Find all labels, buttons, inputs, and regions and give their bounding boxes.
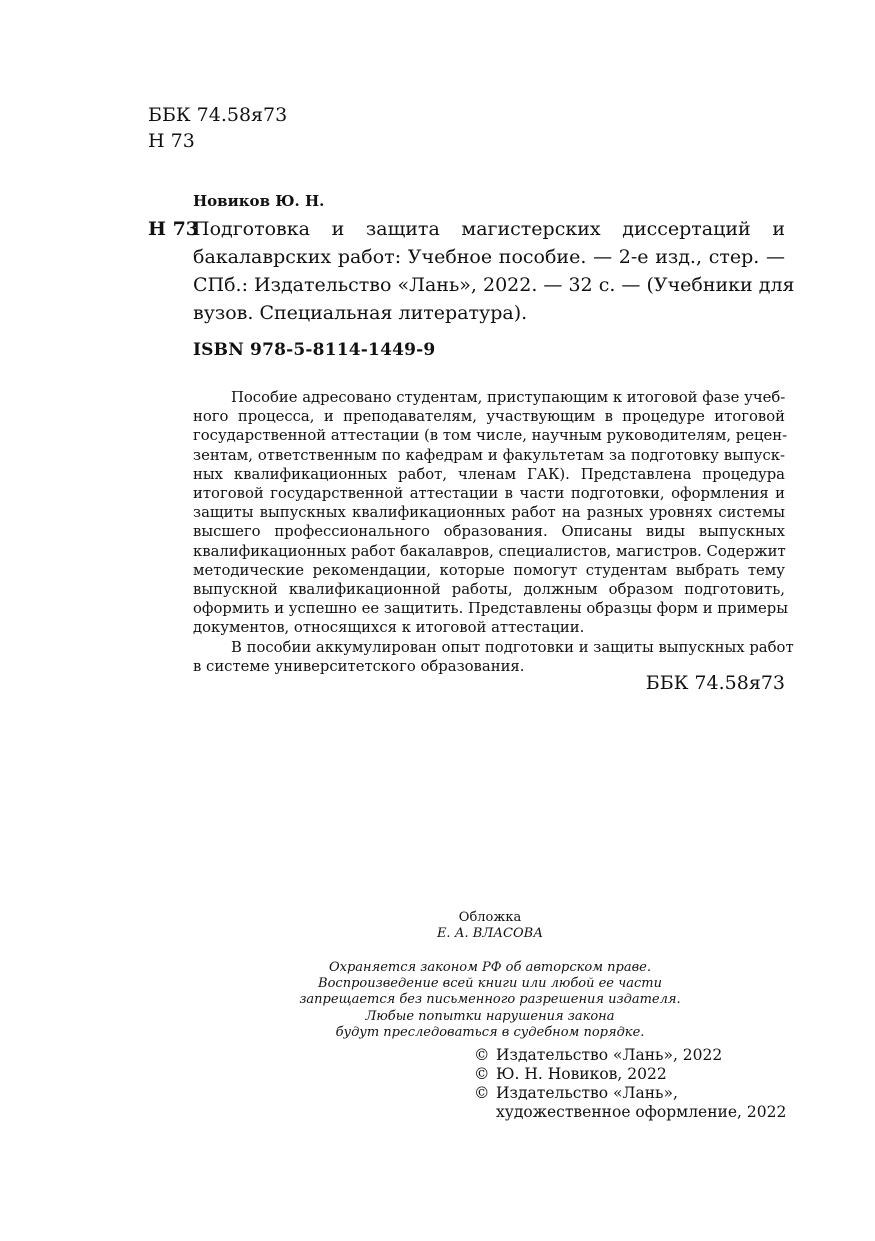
author-name: Новиков Ю. Н.: [193, 192, 325, 210]
copyright-text: художественное оформление, 2022: [496, 1103, 787, 1121]
bbk-code: ББК 74.58я73: [148, 104, 288, 126]
title-line: бакалаврских работ: Учебное пособие. — 2-е изд., стер. —: [193, 246, 785, 268]
notice-line: запрещается без письменного разрешения издателя.: [299, 992, 681, 1008]
abstract-line: государственной аттестации (в том числе, научным руководителям, рецен-: [193, 427, 788, 445]
cutter-label: Н 73: [148, 218, 200, 240]
abstract-line: методические рекомендации, которые помогут студентам выбрать тему: [193, 561, 785, 579]
abstract-line: Пособие адресовано студентам, приступающим к итоговой фазе учеб-: [231, 389, 786, 406]
title-line: вузов. Специальная литература).: [193, 302, 528, 324]
abstract-line: В пособии аккумулирован опыт подготовки и защиты выпускных работ: [231, 638, 794, 656]
abstract: [193, 388, 794, 676]
abstract-line: защиты выпускных квалификационных работ на разных уровнях системы: [193, 504, 785, 522]
copyright-row: [474, 1103, 786, 1122]
copyright-icon: ©: [474, 1046, 490, 1064]
notice-line: Воспроизведение всей книги или любой ее части: [318, 976, 662, 992]
notice-line: Любые попытки нарушения закона: [365, 1008, 615, 1024]
abstract-line: высшего профессионального образования. Описаны виды выпускных: [193, 523, 785, 541]
abstract-line: итоговой государственной аттестации в части подготовки, оформления и: [193, 485, 785, 503]
cutter-code: Н 73: [148, 130, 195, 152]
cover-credit: [0, 910, 875, 942]
abstract-line: документов, относящихся к итоговой аттестации.: [193, 619, 585, 637]
abstract-line: ного процесса, и преподавателям, участвующим в процедуре итоговой: [193, 408, 785, 426]
abstract-line: зентам, ответственным по кафедрам и факультетам за подготовку выпуск-: [193, 446, 785, 464]
copyright-notice: [0, 960, 875, 1041]
notice-line: будут преследоваться в судебном порядке.: [335, 1024, 645, 1040]
cover-label: Обложка: [458, 910, 522, 925]
copyright-icon: ©: [474, 1084, 490, 1102]
notice-line: Охраняется законом РФ об авторском праве.: [329, 960, 651, 975]
abstract-line: квалификационных работ бакалавров, специалистов, магистров. Содержит: [193, 542, 786, 560]
copyright-holders: [474, 1046, 786, 1122]
abstract-line: выпускной квалификационной работы, должным образом подготовить,: [193, 581, 785, 599]
bbk-code-bottom: ББК 74.58я73: [645, 672, 785, 694]
abstract-line: оформить и успешно ее защитить. Представлены образцы форм и примеры: [193, 600, 789, 618]
isbn: ISBN 978-5-8114-1449-9: [193, 340, 436, 360]
copyright-text: Издательство «Лань», 2022: [496, 1046, 723, 1064]
copyright-row: [474, 1084, 786, 1103]
title-line: Подготовка и защита магистерских диссертаций и: [193, 218, 785, 240]
copyright-text: Ю. Н. Новиков, 2022: [496, 1065, 667, 1083]
cover-designer: Е. А. ВЛАСОВА: [436, 926, 544, 941]
abstract-line: в системе университетского образования.: [193, 657, 525, 675]
copyright-spacer: [474, 1103, 496, 1122]
copyright-row: [474, 1065, 786, 1084]
copyright-icon: ©: [474, 1065, 490, 1083]
title-line: СПб.: Издательство «Лань», 2022. — 32 с. — (Учебники для: [193, 274, 795, 296]
copyright-row: [474, 1046, 786, 1065]
abstract-line: ных квалификационных работ, членам ГАК). Представлена процедура: [193, 465, 785, 483]
copyright-text: Издательство «Лань»,: [496, 1084, 678, 1102]
bibliographic-description: [193, 215, 795, 327]
